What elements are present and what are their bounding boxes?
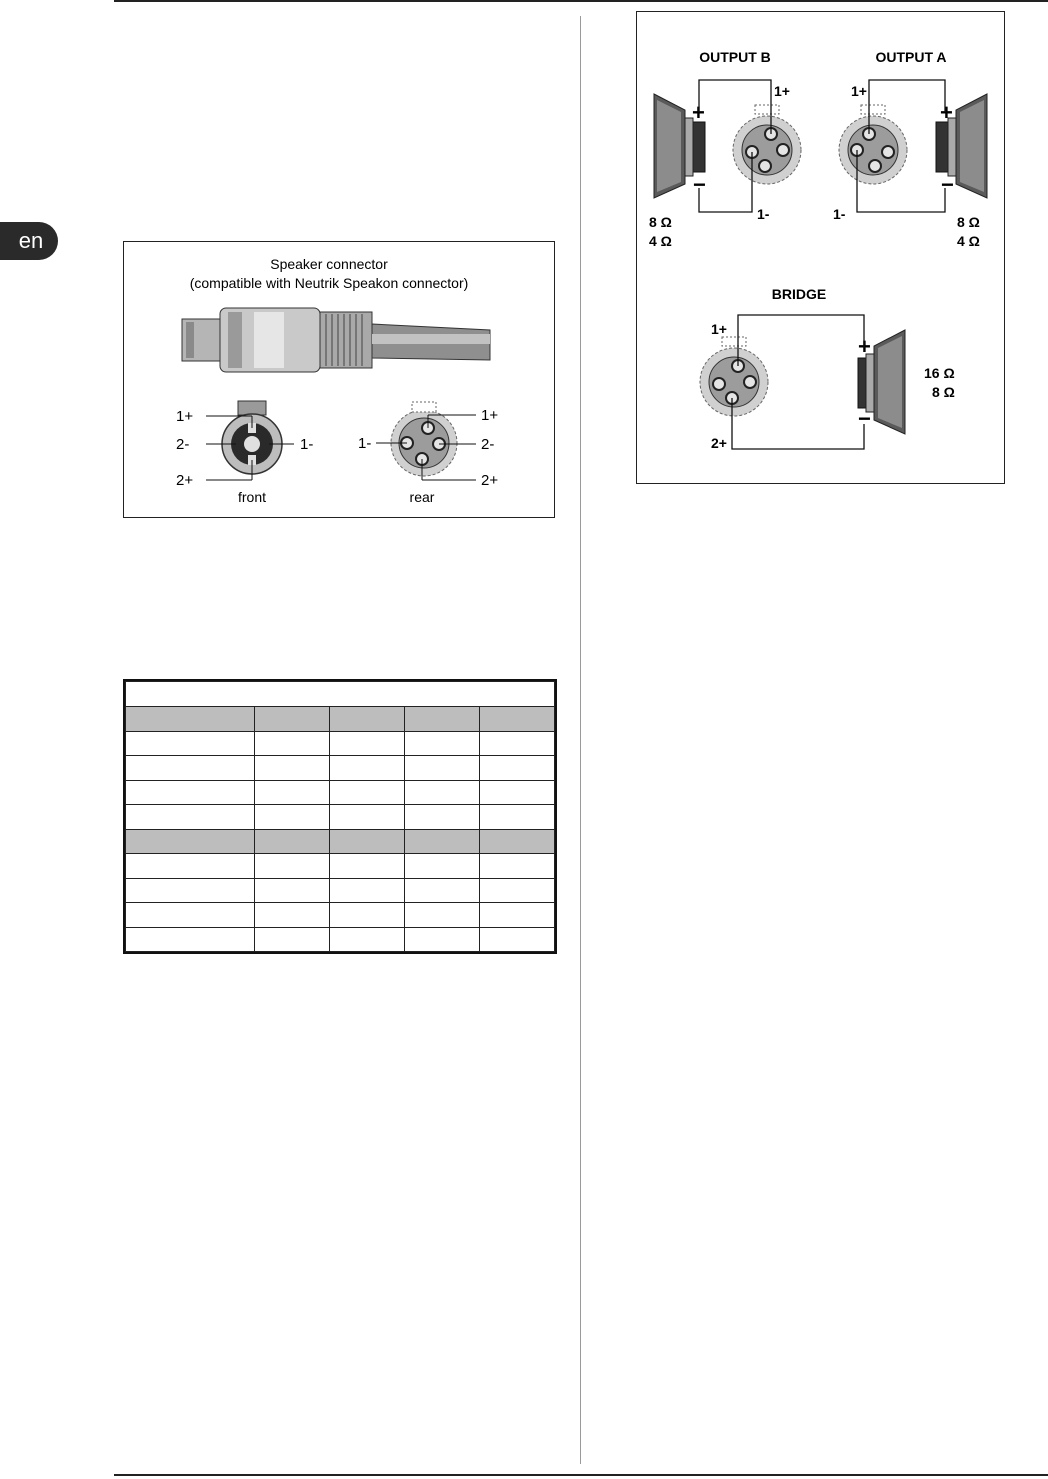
table-row (126, 854, 555, 879)
output-a-minus-sign: − (941, 172, 954, 197)
rear-caption: rear (409, 489, 435, 505)
table-cell (254, 927, 329, 952)
wiring-diagram-figure (636, 11, 1005, 484)
rear-pin-2-minus: 2- (481, 436, 495, 453)
table-cell (126, 854, 255, 879)
table-cell (479, 780, 554, 805)
table-cell (404, 731, 479, 756)
output-b-pin-top: 1+ (774, 83, 790, 99)
table-cell (329, 805, 404, 830)
table-cell (329, 854, 404, 879)
spec-table (123, 679, 557, 954)
output-a-pin-top: 1+ (851, 83, 867, 99)
bridge-minus-sign: − (858, 406, 871, 431)
rear-pin-1-plus: 1+ (481, 407, 499, 424)
output-b-ohm-1: 8 Ω (649, 214, 672, 230)
bridge-title: BRIDGE (771, 286, 827, 302)
table-cell (404, 756, 479, 781)
bridge-pin-bottom: 2+ (711, 435, 727, 451)
table-cell (404, 927, 479, 952)
speaker-connector-illustration (124, 242, 554, 517)
table-cell (126, 927, 255, 952)
bridge-ohm-1: 16 Ω (924, 365, 955, 381)
bridge-connector-icon (700, 337, 768, 416)
table-cell (404, 707, 479, 732)
table-cell (126, 878, 255, 903)
speaker-connector-figure (123, 241, 555, 518)
table-cell (479, 707, 554, 732)
table-row (126, 903, 555, 928)
table-cell (254, 707, 329, 732)
column-divider (580, 16, 581, 1464)
bottom-rule (114, 1474, 1048, 1476)
speaker-figure-title: Speaker connector (270, 256, 388, 272)
table-cell (126, 756, 255, 781)
table-row (126, 756, 555, 781)
output-b-connector-icon (733, 105, 801, 184)
front-caption: front (237, 489, 267, 505)
table-row (126, 927, 555, 952)
wiring-diagram (637, 12, 1004, 483)
language-tab-label: en (18, 228, 44, 253)
top-rule (114, 0, 1048, 2)
output-b-plus-sign: + (692, 100, 705, 125)
language-tab (0, 222, 58, 260)
table-cell (479, 731, 554, 756)
table-cell (254, 731, 329, 756)
table-cell (479, 829, 554, 854)
table-cell (254, 878, 329, 903)
table-header-row (126, 707, 555, 732)
front-pin-1-plus: 1+ (176, 408, 194, 425)
table-cell (479, 805, 554, 830)
output-a-ohm-2: 4 Ω (957, 233, 980, 249)
table-header-row (126, 829, 555, 854)
table-cell (126, 829, 255, 854)
table-cell (254, 780, 329, 805)
table-cell (479, 903, 554, 928)
table-row (126, 805, 555, 830)
bridge-ohm-2: 8 Ω (932, 384, 955, 400)
speakon-plug-image (182, 308, 490, 372)
table-cell (329, 903, 404, 928)
table-cell (404, 903, 479, 928)
output-b-minus-sign: − (693, 172, 706, 197)
table-cell (254, 829, 329, 854)
table-cell (404, 878, 479, 903)
table-cell (404, 805, 479, 830)
front-pin-2-minus: 2- (176, 436, 190, 453)
table-cell (329, 927, 404, 952)
table-cell (479, 756, 554, 781)
output-a-title: OUTPUT A (875, 49, 947, 65)
table-title-row (126, 682, 555, 707)
table-cell (479, 878, 554, 903)
table-cell (329, 780, 404, 805)
front-pin-1-minus: 1- (300, 436, 314, 453)
output-a-connector-icon (839, 105, 907, 184)
table-title-cell (126, 682, 555, 707)
table-cell (254, 805, 329, 830)
speaker-figure-subtitle: (compatible with Neutrik Speakon connector) (189, 275, 469, 291)
output-a-pin-bottom: 1- (833, 206, 846, 222)
table-cell (254, 854, 329, 879)
rear-pin-2-plus: 2+ (481, 472, 499, 489)
table-row (126, 878, 555, 903)
table-cell (479, 854, 554, 879)
table-cell (404, 854, 479, 879)
output-b-pin-bottom: 1- (757, 206, 770, 222)
table-cell (329, 756, 404, 781)
table-cell (404, 780, 479, 805)
table-cell (329, 707, 404, 732)
table-cell (126, 731, 255, 756)
table-row (126, 731, 555, 756)
table-cell (126, 903, 255, 928)
table-cell (126, 805, 255, 830)
table-cell (329, 731, 404, 756)
table-cell (329, 878, 404, 903)
table-cell (329, 829, 404, 854)
bridge-pin-top: 1+ (711, 321, 727, 337)
table-cell (254, 903, 329, 928)
bridge-plus-sign: + (858, 334, 871, 359)
table-row (126, 780, 555, 805)
table-cell (479, 927, 554, 952)
output-b-title: OUTPUT B (699, 49, 771, 65)
output-a-ohm-1: 8 Ω (957, 214, 980, 230)
table-cell (254, 756, 329, 781)
table-cell (126, 707, 255, 732)
output-b-ohm-2: 4 Ω (649, 233, 672, 249)
table-cell (404, 829, 479, 854)
output-a-plus-sign: + (940, 100, 953, 125)
speakon-front-view (206, 401, 294, 480)
rear-pin-1-minus: 1- (358, 435, 372, 452)
front-pin-2-plus: 2+ (176, 472, 194, 489)
table-cell (126, 780, 255, 805)
speakon-rear-view (376, 402, 476, 480)
